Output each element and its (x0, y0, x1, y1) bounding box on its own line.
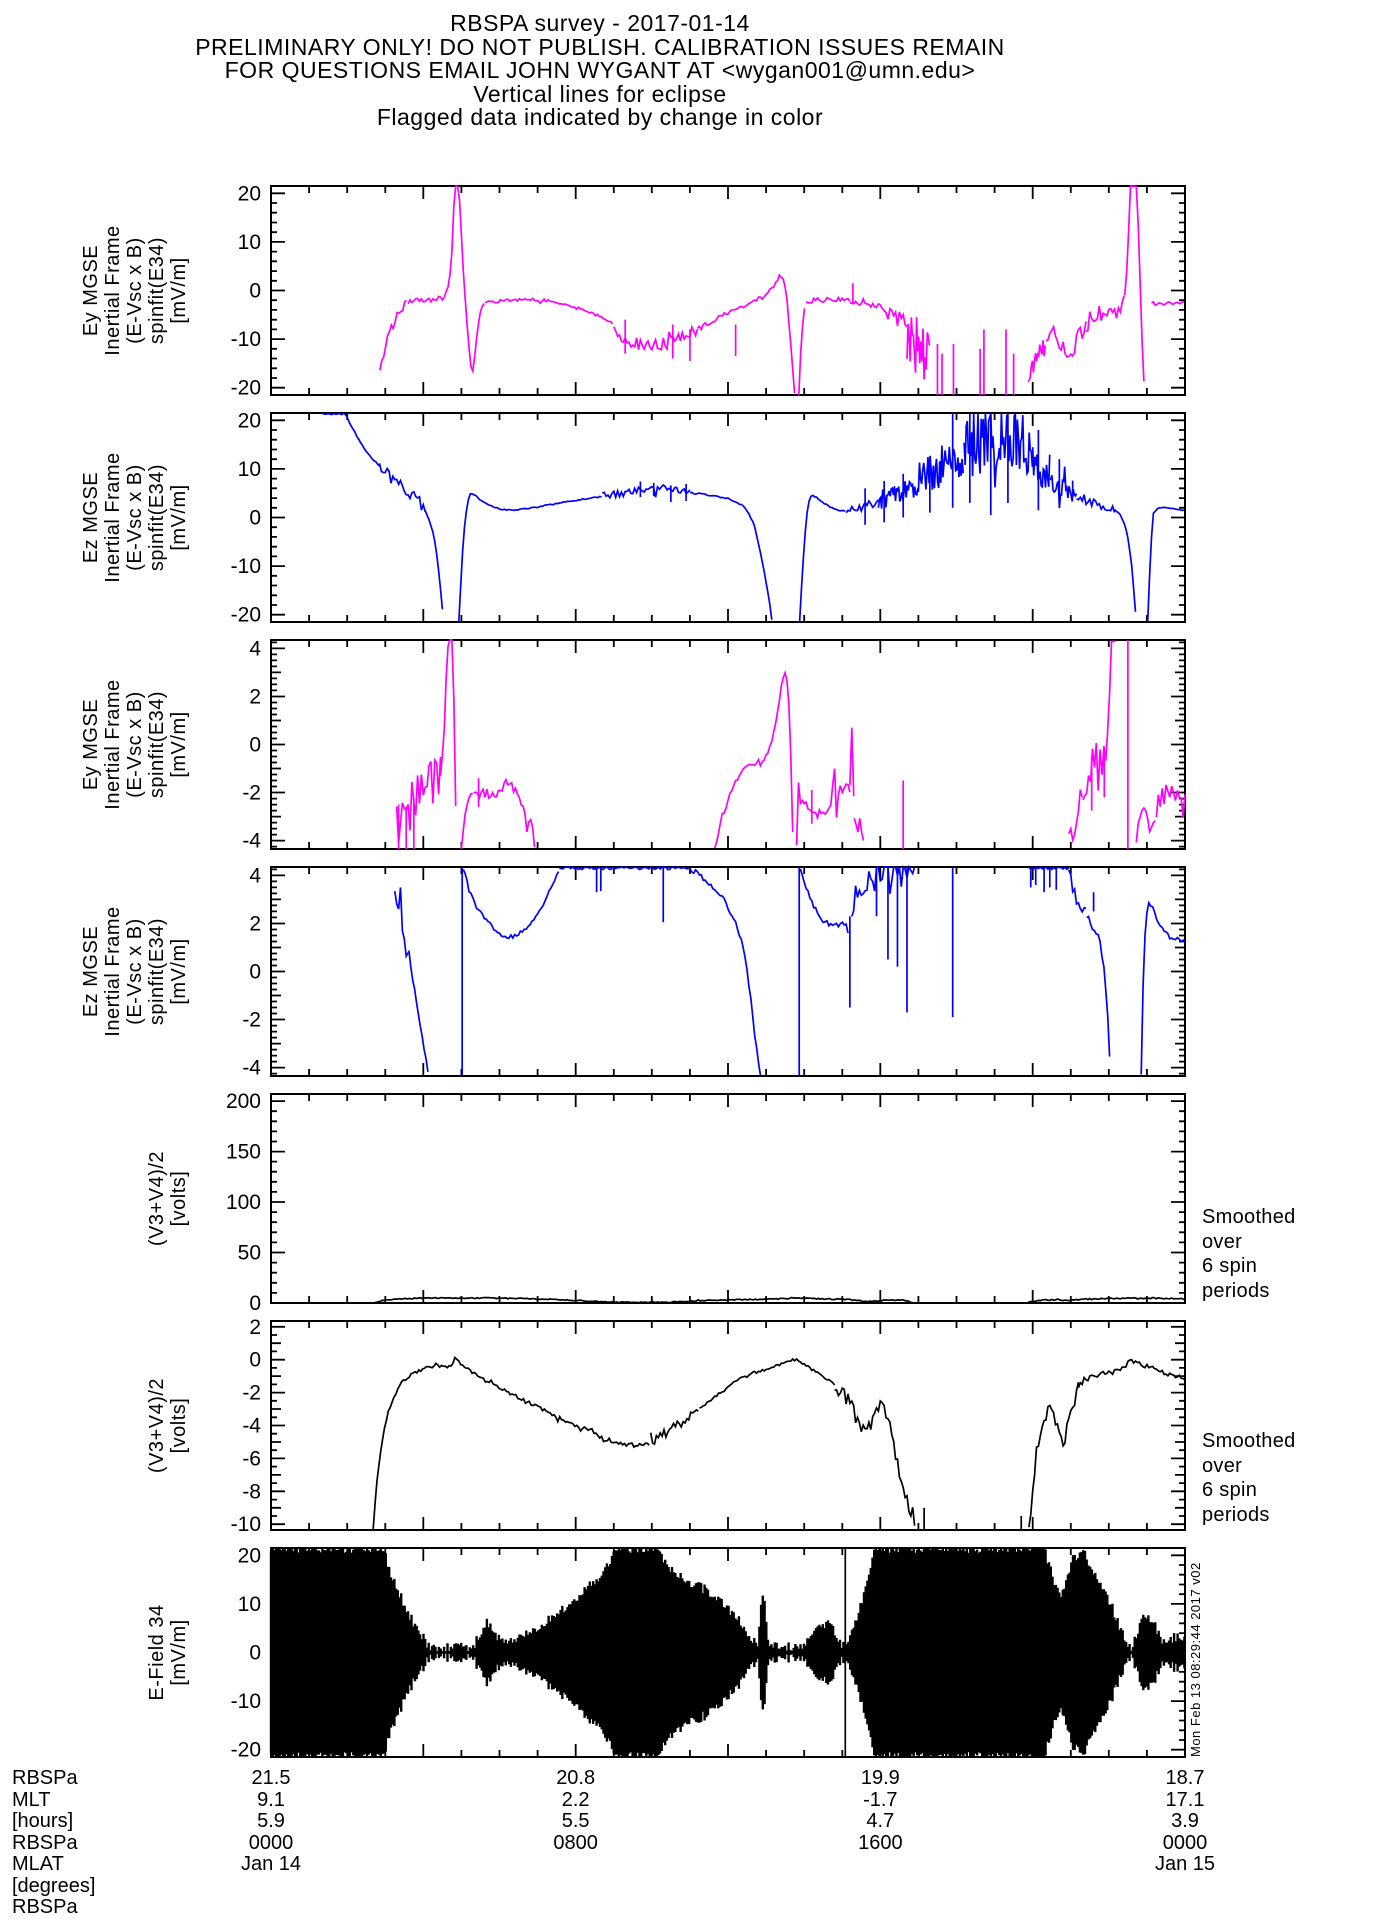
y-tick-label: 2 (249, 912, 261, 936)
y-tick-label: -10 (230, 1513, 261, 1537)
data-series-segment (1152, 302, 1184, 305)
data-series-segment (425, 510, 442, 609)
bottom-axis-variable-labels (12, 1768, 202, 1919)
data-series-segment (799, 308, 805, 395)
axis-var-label: MLAT (12, 1853, 64, 1875)
data-series-segment (614, 327, 698, 350)
title-line-2: PRELIMINARY ONLY! DO NOT PUBLISH. CALIBRATION ISSUES REMAIN (195, 33, 1005, 60)
axis-value-column (201, 1768, 341, 1876)
y-axis-title-line: [volts] (168, 1170, 190, 1227)
axis-value: 5.9 (257, 1810, 285, 1832)
data-series-segment (602, 485, 690, 498)
y-tick-label: 0 (249, 506, 261, 530)
axis-ticks (271, 640, 1185, 849)
data-series-segment (1125, 186, 1144, 381)
data-series-segment (797, 769, 850, 846)
panel-ez-mgse-zoom (80, 864, 1185, 1079)
y-tick-label: 2 (249, 1315, 261, 1339)
y-tick-label: 50 (237, 1241, 261, 1265)
y-axis-title-line: (E-Vsc x B) (124, 464, 146, 571)
y-axis-title-line: [mV/m] (168, 257, 190, 324)
data-series-segment (395, 888, 408, 957)
panel-v3v4-volts-zoom (146, 1316, 1185, 1536)
y-tick-label: 10 (237, 457, 261, 481)
y-axis-title-line: Inertial Frame (102, 452, 124, 583)
y-tick-label: -6 (242, 1447, 261, 1471)
y-tick-label: -20 (230, 603, 261, 627)
y-axis-title-line: spinfit(E34) (146, 463, 168, 572)
y-tick-label: 4 (249, 637, 261, 661)
data-series-segment (907, 317, 929, 379)
data-series-segment (846, 500, 878, 513)
y-tick-label: -10 (230, 1690, 261, 1714)
note-line: Smoothed (1202, 1206, 1296, 1228)
y-axis-title-line: [mV/m] (168, 1619, 190, 1686)
data-series-segment (461, 794, 472, 850)
data-series-segment (852, 867, 915, 916)
data-series-segment (1148, 507, 1184, 622)
y-tick-label: 150 (225, 1140, 261, 1164)
y-axis-title-line: [volts] (168, 1397, 190, 1454)
y-axis-title-line: [mV/m] (168, 938, 190, 1005)
note-line: Smoothed (1202, 1430, 1296, 1452)
data-series-segment (1106, 641, 1116, 760)
panel-efield-34 (146, 1544, 1185, 1761)
y-axis-title-line: E-Field 34 (146, 1604, 168, 1701)
data-series-segment (1029, 1382, 1079, 1527)
data-series-segment (441, 640, 456, 806)
creation-timestamp: Mon Feb 13 08:29:44 2017 v02 (1188, 1562, 1203, 1757)
title-line-4: Vertical lines for eclipse (473, 80, 727, 107)
note-line: periods (1202, 1503, 1270, 1526)
axis-ticks (271, 186, 1185, 395)
y-axis-title-line: spinfit(E34) (146, 917, 168, 1026)
data-series-segment (409, 951, 428, 1072)
axis-value: 2.2 (561, 1788, 590, 1811)
data-series-segment (835, 1388, 915, 1525)
smoothed-note-panel6 (1202, 1429, 1296, 1527)
y-tick-label: 20 (237, 1544, 261, 1568)
panel-frame (271, 1321, 1185, 1530)
axis-var-label: RBSPa (12, 1767, 78, 1789)
y-tick-label: 200 (225, 1090, 261, 1114)
axis-value: 4.7 (866, 1810, 895, 1832)
y-axis-title-line: Inertial Frame (102, 679, 124, 810)
data-series-segment (1078, 1360, 1185, 1388)
panel-frame (271, 867, 1185, 1076)
data-series-segment (806, 298, 850, 304)
data-series-segment (1136, 808, 1155, 842)
data-series-segment (715, 673, 793, 848)
y-tick-label: 0 (249, 733, 261, 757)
smoothed-note-panel5 (1202, 1205, 1296, 1303)
panel-frame (271, 1094, 1185, 1303)
data-series-segment (463, 870, 558, 939)
axis-value: 17.1 (1165, 1788, 1205, 1811)
axis-ticks (271, 867, 1185, 1076)
y-tick-label: 0 (249, 1292, 261, 1315)
y-tick-label: 20 (237, 409, 261, 433)
panel-ey-mgse-full (80, 182, 1185, 399)
y-tick-label: 10 (237, 1592, 261, 1616)
data-series-segment (322, 413, 379, 466)
waveform-envelope (271, 1548, 1184, 1757)
y-axis-title-line: (E-Vsc x B) (124, 918, 146, 1025)
data-series-segment (1028, 340, 1045, 382)
data-series-segment (850, 299, 879, 308)
data-series-segment (699, 1359, 834, 1408)
axis-value: 19.9 (860, 1767, 900, 1789)
y-tick-label: -4 (242, 1056, 261, 1080)
panel-ez-mgse-full (80, 409, 1185, 626)
note-line: 6 spin (1202, 1479, 1258, 1501)
y-tick-label: 0 (249, 1348, 261, 1372)
y-tick-label: 4 (249, 864, 261, 888)
data-series-segment (1141, 903, 1185, 1075)
axis-value: 20.8 (556, 1767, 596, 1789)
panel-v3v4-volts-full (146, 1090, 1185, 1315)
data-series-segment (408, 296, 444, 303)
axis-var-label: RBSPa (12, 1831, 78, 1854)
axis-value: 9.1 (257, 1788, 285, 1811)
y-tick-label: -20 (230, 376, 261, 400)
y-axis-title-line: Ey MGSE (80, 244, 102, 337)
y-tick-label: -20 (230, 1738, 261, 1762)
panel-frame (271, 640, 1185, 849)
data-series-segment (918, 446, 963, 492)
panel-ey-mgse-zoom (80, 637, 1185, 852)
data-series-segment (485, 298, 613, 324)
title-line-1: RBSPA survey - 2017-01-14 (450, 10, 750, 36)
panel-frame (271, 186, 1185, 395)
data-series-segment (1156, 785, 1185, 817)
note-line: periods (1202, 1279, 1270, 1302)
axis-value: Jan 14 (240, 1853, 302, 1875)
axis-value-column (506, 1768, 646, 1876)
y-axis-title-line: Inertial Frame (102, 906, 124, 1037)
y-tick-label: 0 (249, 1641, 261, 1665)
data-series-segment (1077, 495, 1115, 513)
axis-ticks (271, 1321, 1185, 1530)
data-series-segment (397, 757, 441, 844)
axis-value: 5.5 (561, 1810, 590, 1832)
axis-value: 1600 (858, 1831, 903, 1854)
data-series-segment (380, 301, 407, 371)
axis-value: 0800 (553, 1831, 598, 1854)
data-series-segment (1086, 296, 1124, 332)
y-axis-title-line: (V3+V4)/2 (146, 1150, 168, 1247)
axis-value-column (810, 1768, 950, 1876)
y-axis-title-line: (V3+V4)/2 (146, 1377, 168, 1474)
axis-value (506, 1854, 646, 1876)
data-series-segment (1033, 447, 1050, 487)
axis-ticks (271, 413, 1185, 622)
axis-value-column (1115, 1768, 1255, 1876)
y-axis-title-line: (E-Vsc x B) (124, 237, 146, 344)
data-series-segment (1115, 509, 1136, 611)
y-axis-title-line: spinfit(E34) (146, 236, 168, 345)
axis-ticks (271, 1094, 1185, 1303)
data-series-segment (459, 494, 602, 622)
panel-frame (271, 413, 1185, 622)
y-axis-title-line: Ez MGSE (80, 471, 102, 564)
y-axis-title-line: Ey MGSE (80, 698, 102, 791)
data-series-segment (800, 869, 848, 933)
data-series-segment (1083, 743, 1106, 800)
y-tick-label: 10 (237, 230, 261, 254)
note-line: 6 spin (1202, 1255, 1258, 1277)
data-series-segment (690, 492, 772, 619)
data-series-segment (850, 728, 854, 796)
y-axis-title-line: [mV/m] (168, 711, 190, 778)
note-line: over (1202, 1230, 1243, 1253)
data-series-segment (1087, 917, 1110, 1057)
y-tick-label: 0 (249, 960, 261, 984)
data-series-segment (474, 780, 535, 847)
y-axis-title-line: spinfit(E34) (146, 690, 168, 799)
y-tick-label: 20 (237, 182, 261, 206)
y-tick-label: -2 (242, 1381, 261, 1405)
y-axis-title-line: Ez MGSE (80, 925, 102, 1018)
axis-var-label: [degrees] (12, 1874, 96, 1897)
y-tick-label: -10 (230, 555, 261, 579)
axis-var-label: RBSPa (12, 1896, 78, 1918)
data-series-segment (964, 413, 1032, 487)
data-series-segment (380, 463, 426, 512)
axis-value: 21.5 (251, 1767, 291, 1789)
axis-value: 18.7 (1165, 1767, 1205, 1789)
y-tick-label: -8 (242, 1480, 261, 1504)
axis-value: Jan 15 (1154, 1853, 1216, 1875)
data-series-segment (373, 1358, 649, 1531)
y-axis-title-line: Inertial Frame (102, 225, 124, 356)
y-tick-label: -2 (242, 781, 261, 805)
y-axis-title-line: (E-Vsc x B) (124, 691, 146, 798)
title-line-5: Flagged data indicated by change in color (376, 104, 824, 130)
y-tick-label: 2 (249, 685, 261, 709)
axis-var-label: [hours] (12, 1810, 74, 1832)
data-series-segment (1069, 790, 1082, 840)
y-axis-title-line: [mV/m] (168, 484, 190, 551)
y-tick-label: 100 (225, 1191, 261, 1215)
y-tick-label: 0 (249, 279, 261, 303)
data-series-segment (444, 186, 484, 371)
axis-value: -1.7 (863, 1788, 898, 1811)
axis-value: 3.9 (1171, 1810, 1199, 1832)
y-tick-label: -2 (242, 1008, 261, 1032)
y-tick-label: -4 (242, 829, 261, 853)
data-series-segment (651, 1410, 699, 1444)
data-series-segment (1046, 322, 1086, 357)
axis-var-label: MLT (12, 1788, 51, 1811)
title-line-3: FOR QUESTIONS EMAIL JOHN WYGANT AT <wygan001@umn.edu> (224, 57, 976, 83)
data-series-segment (690, 869, 761, 1075)
data-series-segment (854, 818, 864, 840)
axis-value: 0000 (248, 1831, 294, 1854)
axis-value: 0000 (1162, 1831, 1208, 1854)
data-series-segment (878, 304, 907, 327)
data-series-segment (800, 495, 846, 622)
y-tick-label: -4 (242, 1414, 261, 1438)
axis-value (810, 1854, 950, 1876)
y-tick-label: -10 (230, 328, 261, 352)
data-series-segment (1069, 870, 1086, 912)
data-series-segment (698, 275, 795, 393)
note-line: over (1202, 1454, 1243, 1477)
